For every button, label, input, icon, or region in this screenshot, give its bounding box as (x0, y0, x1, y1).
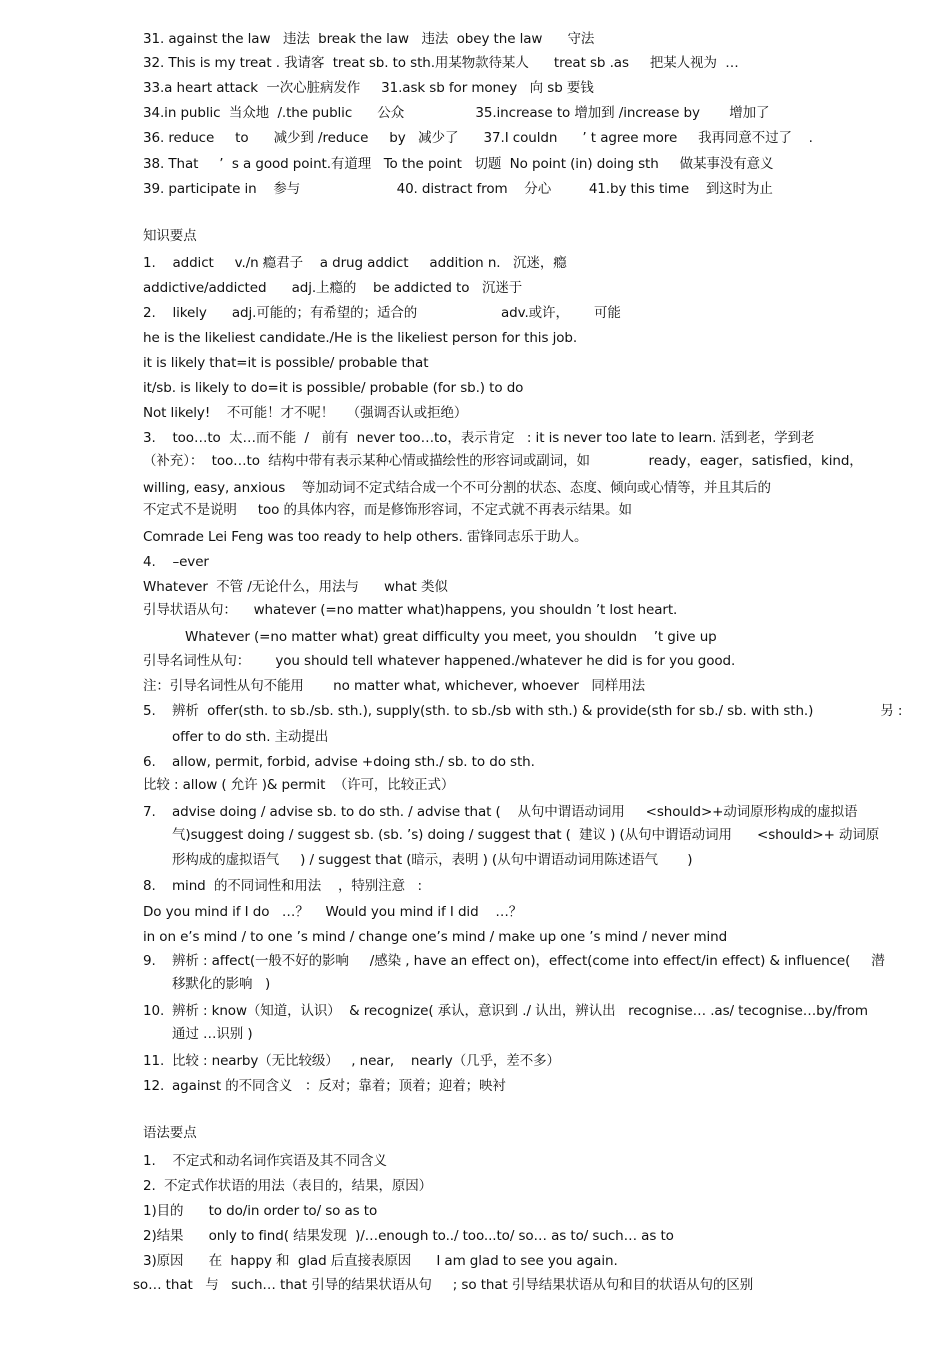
knowledge-text: 移默化的影响 ) (172, 976, 271, 992)
knowledge-item-6: allow, permit, forbid, advise +doing sth./ sb. to do sth. (172, 754, 535, 770)
knowledge-item-10: 辨析 : know（知道，认识） & recognize( 承认，意识到 ./ 认出，辨认出 recognise… .as/ tecognise…by/from (172, 1003, 868, 1019)
vocab-line-33: 33.a heart attack 一次心脏病发作 31.ask sb for money 向 sb 要钱 (143, 80, 594, 96)
section-heading-grammar: 语法要点 (143, 1125, 197, 1141)
knowledge-text: it is likely that=it is possible/ probable that (143, 355, 429, 371)
knowledge-text: 通过 …识别 ) (172, 1026, 253, 1042)
knowledge-item-11-number: 11. (143, 1053, 165, 1069)
grammar-sub-reason: 3)原因 在 happy 和 glad 后直接表原因 I am glad to see you again. (143, 1253, 618, 1269)
knowledge-item-10-number: 10. (143, 1003, 165, 1019)
knowledge-item-6-number: 6. (143, 754, 156, 770)
grammar-text: so… that 与 such… that 引导的结果状语从句 ; so that 引导结果状语从句和目的状语从句的区别 (133, 1277, 754, 1293)
knowledge-text: in on e’s mind / to one ’s mind / change one’s mind / make up one ’s mind / never mind (143, 929, 728, 945)
knowledge-item-9: 辨析 : affect(一般不好的影响 /感染 , have an effect on)，effect(come into effect/in effect) & influence( 潜 (172, 953, 885, 969)
grammar-sub-purpose: 1)目的 to do/in order to/ so as to (143, 1203, 378, 1219)
knowledge-text: offer to do sth. 主动提出 (172, 729, 329, 745)
knowledge-text: Do you mind if I do …？ Would you mind if I did …？ (143, 904, 523, 920)
knowledge-text: Not likely! 不可能！才不呢！ （强调否认或拒绝） (143, 405, 468, 421)
knowledge-item-3: 3. too…to 太…而不能 / 前有 never too…to，表示肯定 : it is never too late to learn. 活到老，学到老 (143, 430, 815, 446)
vocab-line-31: 31. against the law 违法 break the law 违法 obey the law 守法 (143, 31, 595, 47)
knowledge-item-8: mind 的不同词性和用法 ，特别注意 : (172, 878, 422, 894)
vocab-line-34: 34.in public 当众地 /.the public 公众 35.increase to 增加到 /increase by 增加了 (143, 105, 770, 121)
knowledge-text: willing, easy, anxious 等加动词不定式结合成一个不可分割的状态、态度、倾向或心情等，并且其后的 (143, 480, 771, 496)
knowledge-text: Whatever 不管 /无论什么，用法与 what 类似 (143, 579, 448, 595)
knowledge-text: addictive/addicted adj.上瘾的 be addicted to 沉迷于 (143, 280, 523, 296)
knowledge-text: he is the likeliest candidate./He is the likeliest person for this job. (143, 330, 578, 346)
knowledge-item-12: against 的不同含义 ：反对；靠着；顶着；迎着；映衬 (172, 1078, 506, 1094)
knowledge-item-7: advise doing / advise sb. to do sth. / advise that ( 从句中谓语动词用 <should>+动词原形构成的虚拟语 (172, 804, 858, 820)
grammar-item-1: 1. 不定式和动名词作宾语及其不同含义 (143, 1153, 387, 1169)
knowledge-text: 引导名词性从句： you should tell whatever happened./whatever he did is for you good. (143, 653, 736, 669)
knowledge-text: it/sb. is likely to do=it is possible/ probable (for sb.) to do (143, 380, 524, 396)
knowledge-text: 气)suggest doing / suggest sb. (sb. ’s) doing / suggest that ( 建议 ) (从句中谓语动词用 <should>+ 动词原 (172, 827, 880, 843)
grammar-item-2: 2. 不定式作状语的用法（表目的，结果，原因） (143, 1178, 433, 1194)
knowledge-text: 注：引导名词性从句不能用 no matter what, whichever, whoever 同样用法 (143, 678, 645, 694)
knowledge-text: 形构成的虚拟语气 ) / suggest that (暗示，表明 ) (从句中谓语动词用陈述语气 ) (172, 852, 693, 868)
knowledge-item-2: 2. likely adj.可能的；有希望的；适合的 adv.或许， 可能 (143, 305, 621, 321)
knowledge-text: Comrade Lei Feng was too ready to help others. 雷锋同志乐于助人。 (143, 529, 588, 545)
knowledge-item-1: 1. addict v./n 瘾君子 a drug addict addition n. 沉迷，瘾 (143, 255, 567, 271)
knowledge-text: 比较 : allow ( 允许 )& permit （许可，比较正式） (143, 777, 455, 793)
knowledge-text: （补充）： too…to 结构中带有表示某种心情或描绘性的形容词或副词，如 ready，eager，satisfied，kind， (143, 453, 863, 469)
knowledge-item-4: 4. –ever (143, 554, 209, 570)
knowledge-item-8-number: 8. (143, 878, 156, 894)
vocab-line-36: 36. reduce to 减少到 /reduce by 减少了 37.I couldn ’ t agree more 我再同意不过了 . (143, 130, 813, 146)
knowledge-item-5-number: 5. (143, 703, 156, 719)
knowledge-text: 不定式不是说明 too 的具体内容，而是修饰形容词，不定式就不再表示结果。如 (143, 502, 632, 518)
knowledge-item-5: 辨析 offer(sth. to sb./sb. sth.), supply(sth. to sb./sb with sth.) & provide(sth for sb./ sb. with sth.) 另 : (172, 703, 903, 719)
section-heading-knowledge: 知识要点 (143, 228, 197, 244)
knowledge-text: Whatever (=no matter what) great difficulty you meet, you shouldn ’t give up (185, 629, 717, 645)
knowledge-item-7-number: 7. (143, 804, 156, 820)
vocab-line-38: 38. That ’ s a good point.有道理 To the point 切题 No point (in) doing sth 做某事没有意义 (143, 156, 774, 172)
knowledge-text: 引导状语从句： whatever (=no matter what)happens, you shouldn ’t lost heart. (143, 602, 678, 618)
knowledge-item-9-number: 9. (143, 953, 156, 969)
vocab-line-32: 32. This is my treat . 我请客 treat sb. to sth.用某物款待某人 treat sb .as 把某人视为 … (143, 55, 739, 71)
knowledge-item-12-number: 12. (143, 1078, 165, 1094)
grammar-sub-result: 2)结果 only to find( 结果发现 )/…enough to../ too...to/ so… as to/ such… as to (143, 1228, 674, 1244)
vocab-line-39: 39. participate in 参与 40. distract from 分心 41.by this time 到这时为止 (143, 181, 773, 197)
knowledge-item-11: 比较 : nearby（无比较级） , near, nearly（几乎，差不多） (172, 1053, 560, 1069)
